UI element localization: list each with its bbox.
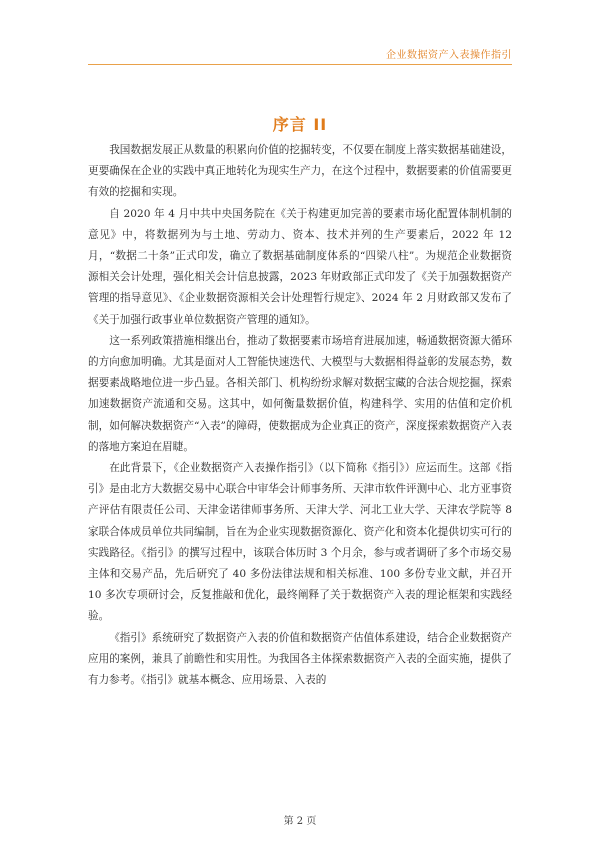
paragraph: 自 2020 年 4 月中共中央国务院在《关于构建更加完善的要素市场化配置体制机制的意见》中，将数据列为与土地、劳动力、资本、技术并列的生产要素后，2022 年 12 月，“数据二十条”正式印发，确立了数据基础制度体系的“四梁八柱”。为规范企业数据资源相关会计处理，强化相关会计信息披露，2023 年财政部正式印发了《关于加强数据资产管理的指导意见》、《企业数据资源相关会计处理暂行规定》、2024 年 2 月财政部又发布了《关于加强行政事业单位数据资产管理的通知》。	[88, 207, 512, 326]
paragraph: 《指引》系统研究了数据资产入表的价值和数据资产估值体系建设，结合企业数据资产应用的案例，兼具了前瞻性和实用性。为我国各主体探索数据资产入表的全面实施，提供了有力参考。《指引》就基本概念、应用场景、入表的	[88, 631, 512, 687]
header-divider	[88, 64, 512, 65]
paragraph: 这一系列政策措施相继出台，推动了数据要素市场培育进展加速，畅通数据资源大循环的方向愈加明确。尤其是面对人工智能快速迭代、大模型与大数据相得益彰的发展态势，数据要素战略地位进一步凸显。各相关部门、机构纷纷求解对数据宝藏的合法合规挖掘，探索加速数据资产流通和交易。这其中，如何衡量数据价值，构建科学、实用的估值和定价机制，如何解决数据资产“入表”的障碍，使数据成为企业真正的资产，深度探索数据资产入表的落地方案迫在眉睫。	[88, 334, 512, 453]
page-number: 第 2 页	[283, 816, 317, 827]
paragraph: 我国数据发展正从数量的积累向价值的挖掘转变，不仅要在制度上落实数据基础建设，更要确保在企业的实践中真正地转化为现实生产力，在这个过程中，数据要素的价值需要更有效的挖掘和实现。	[88, 144, 512, 199]
paragraph: 在此背景下，《企业数据资产入表操作指引》（以下简称《指引》）应运而生。这部《指引》是由北方大数据交易中心联合中审华会计师事务所、天津市软件评测中心、北方亚事资产评估有限责任公司、天津金诺律师事务所、天津大学、河北工业大学、天津农学院等 8 家联合体成员单位共同编制，旨在为企业实现数据资源化、资产化和资本化提供切实可行的实践路径。《指引》的撰写过程中，该联合体历时 3 个月余，参与或者调研了多个市场交易主体和交易产品，先后研究了 40 多份法律法规和相关标准、100 多份专业文献，并召开 10 多次专项研讨会，反复推敲和优化，最终阐释了关于数据资产入表的理论框架和实践经验。	[88, 462, 512, 623]
running-header: 企业数据资产入表操作指引	[386, 50, 512, 61]
section-title: 序言 II	[272, 115, 328, 134]
body-text	[88, 140, 512, 691]
